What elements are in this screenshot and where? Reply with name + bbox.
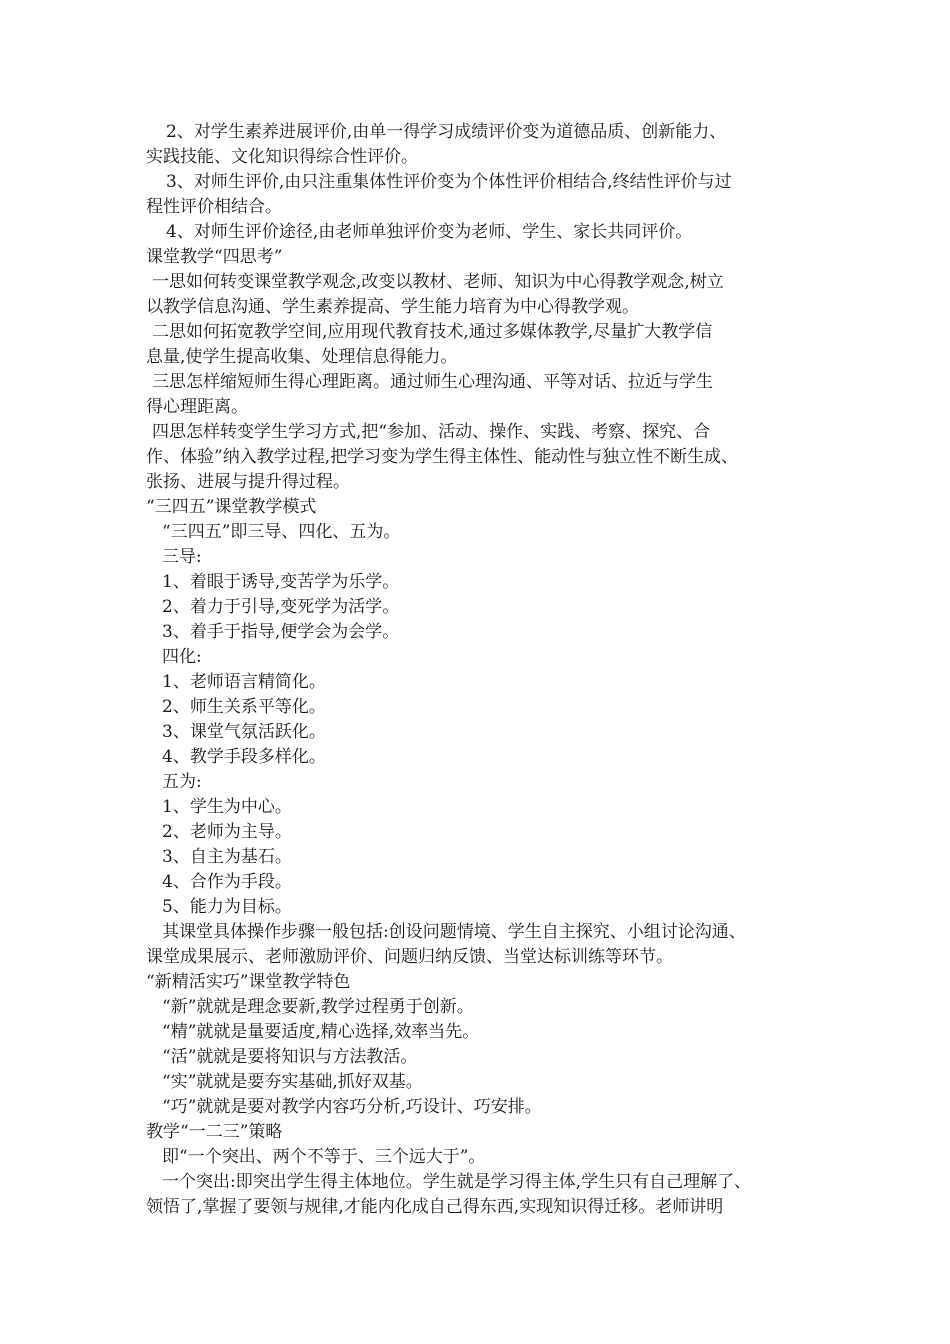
text-line: 三思怎样缩短师生得心理距离。通过师生心理沟通、平等对话、拉近与学生 bbox=[152, 372, 713, 392]
text-line: “实”就就是要夯实基础,抓好双基。 bbox=[162, 1072, 423, 1092]
list-item: 4、合作为手段。 bbox=[162, 872, 292, 892]
list-item: 1、老师语言精简化。 bbox=[162, 672, 326, 692]
text-line: “三四五”即三导、四化、五为。 bbox=[162, 522, 401, 542]
sub-heading: 五为: bbox=[162, 772, 202, 792]
list-item: 3、自主为基石。 bbox=[162, 847, 292, 867]
section-heading: “三四五”课堂教学模式 bbox=[146, 497, 317, 517]
text-line: 一个突出:即突出学生得主体地位。学生就是学习得主体,学生只有自己理解了、 bbox=[162, 1172, 752, 1192]
text-line: 作、体验”纳入教学过程,把学习变为学生得主体性、能动性与独立性不断生成、 bbox=[146, 447, 739, 467]
text-line: 张扬、进展与提升得过程。 bbox=[146, 472, 350, 492]
text-line: 一思如何转变课堂教学观念,改变以教材、老师、知识为中心得教学观念,树立 bbox=[152, 272, 724, 292]
text-line: 实践技能、文化知识得综合性评价。 bbox=[146, 147, 418, 167]
text-line: 3、对师生评价,由只注重集体性评价变为个体性评价相结合,终结性评价与过 bbox=[166, 172, 732, 192]
list-item: 3、着手于指导,便学会为会学。 bbox=[162, 622, 400, 642]
text-line: 其课堂具体操作步骤一般包括:创设问题情境、学生自主探究、小组讨论沟通、 bbox=[162, 922, 746, 942]
text-line: 领悟了,掌握了要领与规律,才能内化成自己得东西,实现知识得迁移。老师讲明 bbox=[146, 1197, 724, 1217]
text-line: 课堂成果展示、老师激励评价、问题归纳反馈、当堂达标训练等环节。 bbox=[146, 947, 673, 967]
text-line: 程性评价相结合。 bbox=[146, 197, 282, 217]
list-item: 5、能力为目标。 bbox=[162, 897, 292, 917]
text-line: 即“一个突出、两个不等于、三个远大于”。 bbox=[162, 1147, 486, 1167]
list-item: 2、师生关系平等化。 bbox=[162, 697, 326, 717]
text-line: “新”就就是理念要新,教学过程勇于创新。 bbox=[162, 997, 474, 1017]
list-item: 1、着眼于诱导,变苦学为乐学。 bbox=[162, 572, 400, 592]
text-line: 以教学信息沟通、学生素养提高、学生能力培育为中心得教学观。 bbox=[146, 297, 639, 317]
section-heading: 教学“一二三”策略 bbox=[146, 1122, 283, 1142]
text-line: 二思如何拓宽教学空间,应用现代教育技术,通过多媒体教学,尽量扩大教学信 bbox=[152, 322, 713, 342]
list-item: 2、着力于引导,变死学为活学。 bbox=[162, 597, 400, 617]
list-item: 2、老师为主导。 bbox=[162, 822, 292, 842]
list-item: 3、课堂气氛活跃化。 bbox=[162, 722, 326, 742]
text-line: 2、对学生素养进展评价,由单一得学习成绩评价变为道德品质、创新能力、 bbox=[166, 122, 727, 142]
list-item: 4、教学手段多样化。 bbox=[162, 747, 326, 767]
section-heading: “新精活实巧”课堂教学特色 bbox=[146, 972, 351, 992]
section-heading: 课堂教学“四思考” bbox=[146, 247, 283, 267]
list-item: 1、学生为中心。 bbox=[162, 797, 292, 817]
sub-heading: 三导: bbox=[162, 547, 202, 567]
text-line: 息量,使学生提高收集、处理信息得能力。 bbox=[146, 347, 458, 367]
text-line: 得心理距离。 bbox=[146, 397, 248, 417]
text-line: “精”就就是量要适度,精心选择,效率当先。 bbox=[162, 1022, 480, 1042]
text-line: “活”就就是要将知识与方法教活。 bbox=[162, 1047, 418, 1067]
text-line: 4、对师生评价途径,由老师单独评价变为老师、学生、家长共同评价。 bbox=[166, 222, 693, 242]
sub-heading: 四化: bbox=[162, 647, 202, 667]
text-line: “巧”就就是要对教学内容巧分析,巧设计、巧安排。 bbox=[162, 1097, 542, 1117]
text-line: 四思怎样转变学生学习方式,把“参加、活动、操作、实践、考察、探究、合 bbox=[152, 422, 711, 442]
